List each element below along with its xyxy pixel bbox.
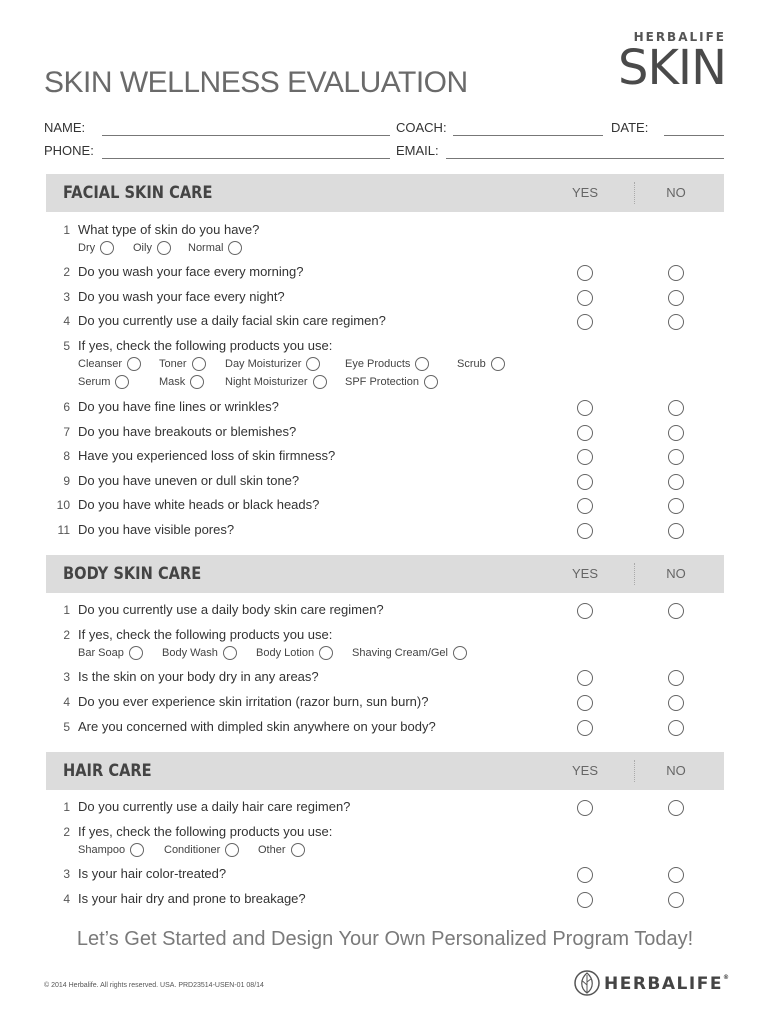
yes-column-header: YES: [571, 566, 598, 581]
hair-question-2: [46, 824, 724, 844]
body-question-4: [46, 694, 724, 714]
question-text: Do you have uneven or dull skin tone?: [78, 473, 300, 488]
body-products-row: [78, 646, 498, 662]
facial-question-11: [46, 522, 724, 542]
question-number: 2: [63, 628, 70, 642]
no-radio[interactable]: [668, 523, 684, 539]
no-radio[interactable]: [668, 695, 684, 711]
body-question-5: [46, 719, 724, 739]
no-radio[interactable]: [668, 265, 684, 281]
facial-section-title: FACIAL SKIN CARE: [63, 183, 213, 203]
option-spf-protection: [345, 375, 438, 389]
question-text: Do you have visible pores?: [78, 522, 235, 537]
column-divider: [634, 760, 635, 782]
hair-question-3: [46, 866, 724, 886]
footer-brand-logo: [574, 970, 729, 998]
option-other-checkbox[interactable]: [291, 843, 305, 857]
option-dry-checkbox[interactable]: [100, 241, 114, 255]
option-label: Night Moisturizer: [225, 376, 308, 388]
facial-question-9: [46, 473, 724, 493]
option-body-wash: [162, 646, 237, 660]
question-number: 1: [63, 223, 70, 237]
facial-question-1: [46, 222, 724, 242]
question-text: Do you currently use a daily facial skin care regimen?: [78, 313, 386, 328]
question-number: 4: [63, 892, 70, 906]
phone-email-row: [44, 143, 724, 163]
option-conditioner: [164, 843, 239, 857]
facial-question-10: [46, 497, 724, 517]
herbalife-leaf-icon: [574, 970, 600, 996]
column-divider: [634, 563, 635, 585]
option-shaving-cream-checkbox[interactable]: [453, 646, 467, 660]
question-text: What type of skin do you have?: [78, 222, 260, 237]
hair-section-title: HAIR CARE: [63, 761, 152, 781]
option-scrub: [457, 357, 505, 371]
option-label: Other: [258, 844, 286, 856]
no-radio[interactable]: [668, 800, 684, 816]
yes-radio[interactable]: [577, 314, 593, 330]
yes-radio[interactable]: [577, 265, 593, 281]
option-label: Normal: [188, 242, 224, 254]
option-toner: [159, 357, 206, 371]
yes-radio[interactable]: [577, 670, 593, 686]
page-title: SKIN WELLNESS EVALUATION: [44, 66, 468, 99]
option-label: Eye Products: [345, 358, 411, 370]
tagline: Let’s Get Started and Design Your Own Personalized Program Today!: [76, 928, 694, 950]
no-radio[interactable]: [668, 474, 684, 490]
option-night-moisturizer-checkbox[interactable]: [313, 375, 327, 389]
question-text: Do you currently use a daily hair care regimen?: [78, 799, 351, 814]
option-eye-products: [345, 357, 429, 371]
option-body-lotion: [256, 646, 333, 660]
body-section-title: BODY SKIN CARE: [63, 564, 202, 584]
question-text: If yes, check the following products you use:: [78, 338, 333, 353]
option-label: Scrub: [457, 358, 486, 370]
question-text: Do you have white heads or black heads?: [78, 497, 320, 512]
option-normal: [188, 241, 242, 255]
name-field[interactable]: [102, 135, 390, 136]
body-section-header: [46, 555, 724, 593]
option-serum-checkbox[interactable]: [115, 375, 129, 389]
footer-brand-name: HERBALIFE: [604, 974, 723, 994]
question-text: Do you have breakouts or blemishes?: [78, 424, 297, 439]
no-column-header: NO: [666, 185, 686, 200]
option-eye-products-checkbox[interactable]: [415, 357, 429, 371]
question-text: Is the skin on your body dry in any areas?: [78, 669, 319, 684]
hair-question-4: [46, 891, 724, 911]
coach-field[interactable]: [453, 135, 603, 136]
question-number: 1: [63, 800, 70, 814]
question-text: Do you ever experience skin irritation (razor burn, sun burn)?: [78, 694, 429, 709]
brand-logo: [617, 30, 726, 96]
option-label: Shaving Cream/Gel: [352, 647, 448, 659]
question-number: 8: [63, 449, 70, 463]
yes-radio[interactable]: [577, 720, 593, 736]
no-column-header: NO: [666, 566, 686, 581]
facial-question-7: [46, 424, 724, 444]
question-text: Are you concerned with dimpled skin anywhere on your body?: [78, 719, 436, 734]
facial-question-2: [46, 264, 724, 284]
no-radio[interactable]: [668, 498, 684, 514]
coach-label: COACH:: [396, 120, 447, 135]
no-radio[interactable]: [668, 720, 684, 736]
option-label: Cleanser: [78, 358, 123, 370]
option-label: Oily: [133, 242, 152, 254]
question-number: 2: [63, 265, 70, 279]
option-mask-checkbox[interactable]: [190, 375, 204, 389]
yes-radio[interactable]: [577, 474, 593, 490]
question-number: 4: [63, 314, 70, 328]
hair-question-1: [46, 799, 724, 819]
facial-products-row-1: [78, 357, 538, 373]
option-conditioner-checkbox[interactable]: [225, 843, 239, 857]
brand-product: SKIN: [617, 40, 726, 96]
yes-radio[interactable]: [577, 867, 593, 883]
option-bar-soap: [78, 646, 143, 660]
no-radio[interactable]: [668, 892, 684, 908]
hair-products-row: [78, 843, 378, 859]
option-shaving-cream: [352, 646, 467, 660]
option-shampoo: [78, 843, 144, 857]
name-label: NAME:: [44, 120, 86, 135]
question-number: 4: [63, 695, 70, 709]
no-column-header: NO: [666, 763, 686, 778]
question-number: 5: [63, 720, 70, 734]
name-coach-date-row: [44, 120, 724, 140]
option-oily: [133, 241, 171, 255]
option-body-wash-checkbox[interactable]: [223, 646, 237, 660]
option-shampoo-checkbox[interactable]: [130, 843, 144, 857]
yes-radio[interactable]: [577, 603, 593, 619]
option-night-moisturizer: [225, 375, 327, 389]
no-radio[interactable]: [668, 603, 684, 619]
option-normal-checkbox[interactable]: [228, 241, 242, 255]
option-label: SPF Protection: [345, 376, 419, 388]
yes-radio[interactable]: [577, 425, 593, 441]
yes-radio[interactable]: [577, 449, 593, 465]
option-label: Serum: [78, 376, 111, 388]
question-text: Is your hair color-treated?: [78, 866, 227, 881]
no-radio[interactable]: [668, 425, 684, 441]
yes-radio[interactable]: [577, 290, 593, 306]
yes-column-header: YES: [571, 763, 598, 778]
option-toner-checkbox[interactable]: [192, 357, 206, 371]
facial-question-6: [46, 399, 724, 419]
facial-products-row-2: [78, 375, 538, 391]
no-radio[interactable]: [668, 290, 684, 306]
yes-radio[interactable]: [577, 523, 593, 539]
question-text: Do you have fine lines or wrinkles?: [78, 399, 279, 414]
question-number: 11: [57, 523, 70, 537]
question-number: 3: [63, 670, 70, 684]
option-other: [258, 843, 305, 857]
no-radio[interactable]: [668, 314, 684, 330]
hair-section-header: [46, 752, 724, 790]
date-label: DATE:: [611, 120, 649, 135]
no-radio[interactable]: [668, 867, 684, 883]
yes-radio[interactable]: [577, 400, 593, 416]
option-label: Toner: [159, 358, 187, 370]
option-cleanser-checkbox[interactable]: [127, 357, 141, 371]
option-bar-soap-checkbox[interactable]: [129, 646, 143, 660]
column-divider: [634, 182, 635, 204]
footer-brand-text: [604, 974, 729, 994]
option-spf-protection-checkbox[interactable]: [424, 375, 438, 389]
registered-mark: ®: [722, 974, 729, 981]
option-dry: [78, 241, 114, 255]
question-number: 6: [63, 400, 70, 414]
option-label: Shampoo: [78, 844, 126, 856]
question-text: Do you currently use a daily body skin care regimen?: [78, 602, 384, 617]
option-mask: [159, 375, 204, 389]
copyright-text: © 2014 Herbalife. All rights reserved. USA. PRD23514-USEN-01 08/14: [44, 982, 264, 989]
option-label: Conditioner: [164, 844, 221, 856]
option-cleanser: [78, 357, 141, 371]
no-radio[interactable]: [668, 400, 684, 416]
email-field[interactable]: [446, 158, 724, 159]
question-number: 10: [56, 498, 70, 512]
question-text: Do you wash your face every morning?: [78, 264, 304, 279]
facial-question-4: [46, 313, 724, 333]
option-label: Body Wash: [162, 647, 218, 659]
phone-field[interactable]: [102, 158, 390, 159]
yes-radio[interactable]: [577, 498, 593, 514]
facial-question-8: [46, 448, 724, 468]
option-label: Body Lotion: [256, 647, 315, 659]
no-radio[interactable]: [668, 670, 684, 686]
question-number: 7: [63, 425, 70, 439]
question-number: 1: [63, 603, 70, 617]
skin-type-options: [78, 241, 378, 257]
date-field[interactable]: [664, 135, 724, 136]
option-scrub-checkbox[interactable]: [491, 357, 505, 371]
phone-label: PHONE:: [44, 143, 94, 158]
question-text: Have you experienced loss of skin firmness?: [78, 448, 336, 463]
question-text: If yes, check the following products you use:: [78, 627, 333, 642]
email-label: EMAIL:: [396, 143, 439, 158]
option-label: Dry: [78, 242, 96, 254]
body-question-3: [46, 669, 724, 689]
question-text: Do you wash your face every night?: [78, 289, 285, 304]
facial-question-3: [46, 289, 724, 309]
question-number: 3: [63, 867, 70, 881]
no-radio[interactable]: [668, 449, 684, 465]
option-body-lotion-checkbox[interactable]: [319, 646, 333, 660]
question-number: 5: [63, 339, 70, 353]
option-label: Bar Soap: [78, 647, 124, 659]
option-label: Day Moisturizer: [225, 358, 302, 370]
question-text: Is your hair dry and prone to breakage?: [78, 891, 306, 906]
question-number: 2: [63, 825, 70, 839]
facial-question-5: [46, 338, 724, 358]
question-number: 9: [63, 474, 70, 488]
body-question-1: [46, 602, 724, 622]
yes-radio[interactable]: [577, 892, 593, 908]
question-text: If yes, check the following products you use:: [78, 824, 333, 839]
option-day-moisturizer-checkbox[interactable]: [306, 357, 320, 371]
yes-column-header: YES: [571, 185, 598, 200]
yes-radio[interactable]: [577, 695, 593, 711]
option-label: Mask: [159, 376, 186, 388]
question-number: 3: [63, 290, 70, 304]
body-question-2: [46, 627, 724, 647]
brand-company: HERBALIFE: [633, 30, 726, 44]
option-day-moisturizer: [225, 357, 320, 371]
option-serum: [78, 375, 129, 389]
option-oily-checkbox[interactable]: [157, 241, 171, 255]
yes-radio[interactable]: [577, 800, 593, 816]
facial-section-header: [46, 174, 724, 212]
